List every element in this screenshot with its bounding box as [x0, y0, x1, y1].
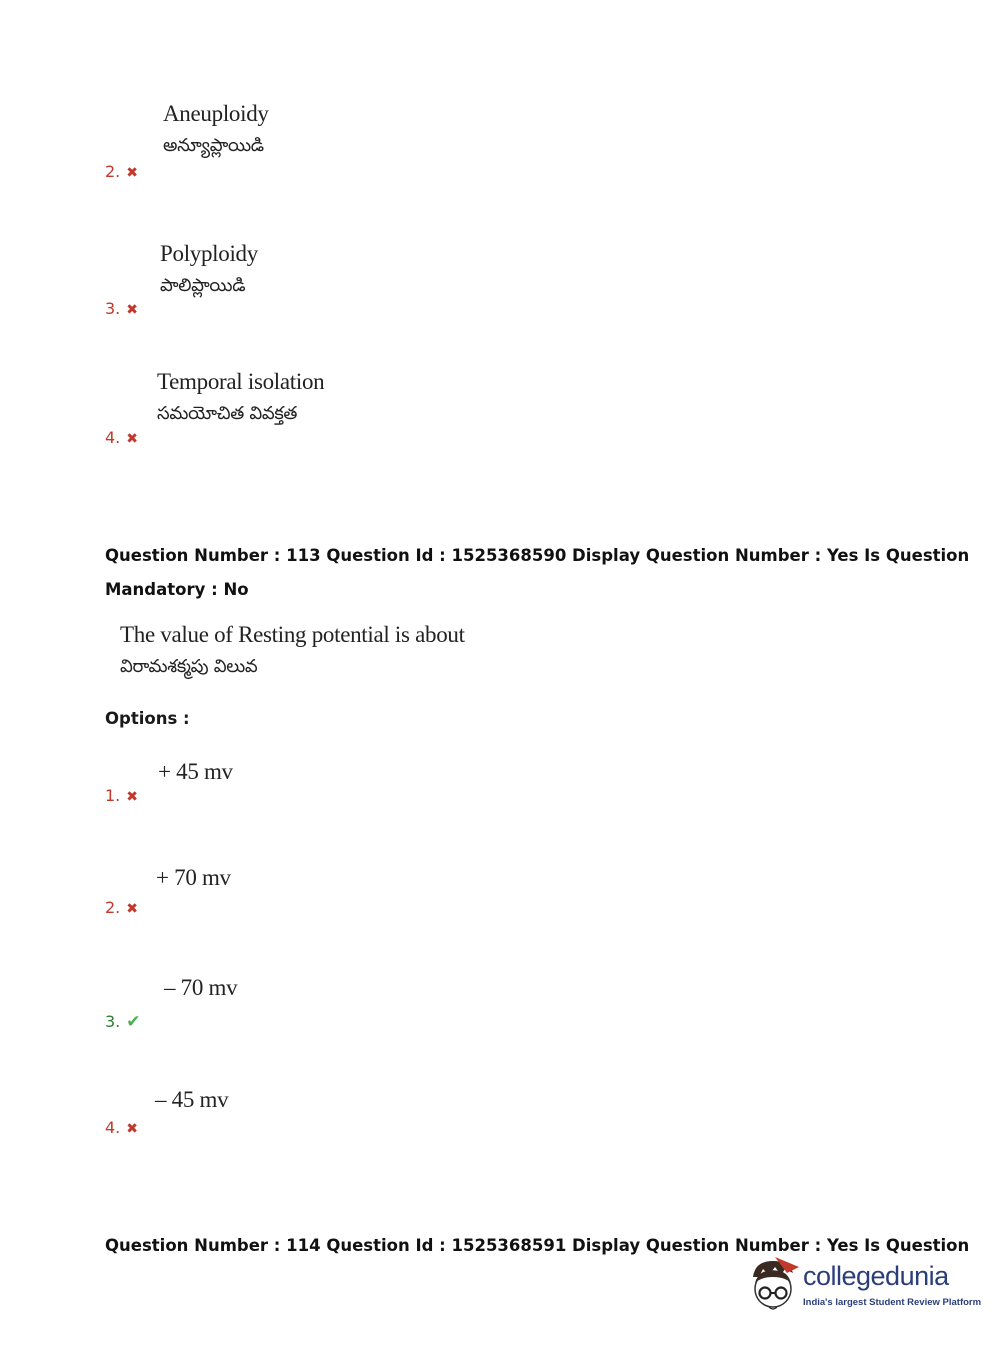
- option-number-label: 1.: [105, 786, 121, 805]
- question-header: Question Number : 114 Question Id : 1525368591 Display Question Number : Yes Is Question: [105, 1236, 970, 1255]
- option-value: + 45 mv: [158, 759, 233, 784]
- option-number-label: 4.: [105, 428, 121, 447]
- question-english-text: The value of Resting potential is about: [120, 622, 465, 647]
- options-label: Options :: [105, 709, 190, 728]
- option-number: [105, 1118, 138, 1137]
- option-number: [105, 428, 138, 447]
- wrong-mark-icon: ✖: [126, 901, 138, 917]
- wrong-mark-icon: ✖: [126, 789, 138, 805]
- collegedunia-logo[interactable]: [745, 1255, 982, 1320]
- option-number-label: 3.: [105, 299, 121, 318]
- wrong-mark-icon: ✖: [126, 302, 138, 318]
- option-value: – 70 mv: [164, 975, 238, 1000]
- option-number: [105, 299, 138, 318]
- option-telugu-text: పాలిప్లాయిడి: [160, 274, 246, 296]
- option-number-label: 2.: [105, 162, 121, 181]
- option-value: + 70 mv: [156, 865, 231, 890]
- logo-tagline: India's largest Student Review Platform: [803, 1297, 982, 1308]
- question-text-image: [120, 618, 465, 680]
- option-telugu-text: అన్యూప్లాయిడి: [163, 134, 264, 156]
- option-number: [105, 1012, 141, 1032]
- option-image: [160, 236, 258, 300]
- option-number-label: 3.: [105, 1012, 121, 1031]
- option-image: [163, 96, 269, 160]
- option-image: [157, 364, 324, 428]
- wrong-mark-icon: ✖: [126, 165, 138, 181]
- wrong-mark-icon: ✖: [126, 431, 138, 447]
- option-number-label: 4.: [105, 1118, 121, 1137]
- option-english-text: Temporal isolation: [157, 369, 325, 394]
- question-mandatory: Mandatory : No: [105, 580, 249, 599]
- option-english-text: Aneuploidy: [163, 101, 269, 126]
- question-header: Question Number : 113 Question Id : 1525368590 Display Question Number : Yes Is Question: [105, 546, 970, 565]
- logo-wordmark: collegedunia: [803, 1261, 949, 1291]
- question-telugu-text: విరామశక్మపు విలువ: [120, 655, 258, 677]
- student-mascot-icon: [745, 1255, 801, 1311]
- option-number: [105, 786, 138, 805]
- option-value: – 45 mv: [155, 1087, 229, 1112]
- option-english-text: Polyploidy: [160, 241, 258, 266]
- wrong-mark-icon: ✖: [126, 1121, 138, 1137]
- option-number-label: 2.: [105, 898, 121, 917]
- option-telugu-text: సమయోచిత వివక్తత: [157, 402, 298, 424]
- option-number: [105, 162, 138, 181]
- correct-check-icon: ✔: [126, 1012, 141, 1032]
- option-number: [105, 898, 138, 917]
